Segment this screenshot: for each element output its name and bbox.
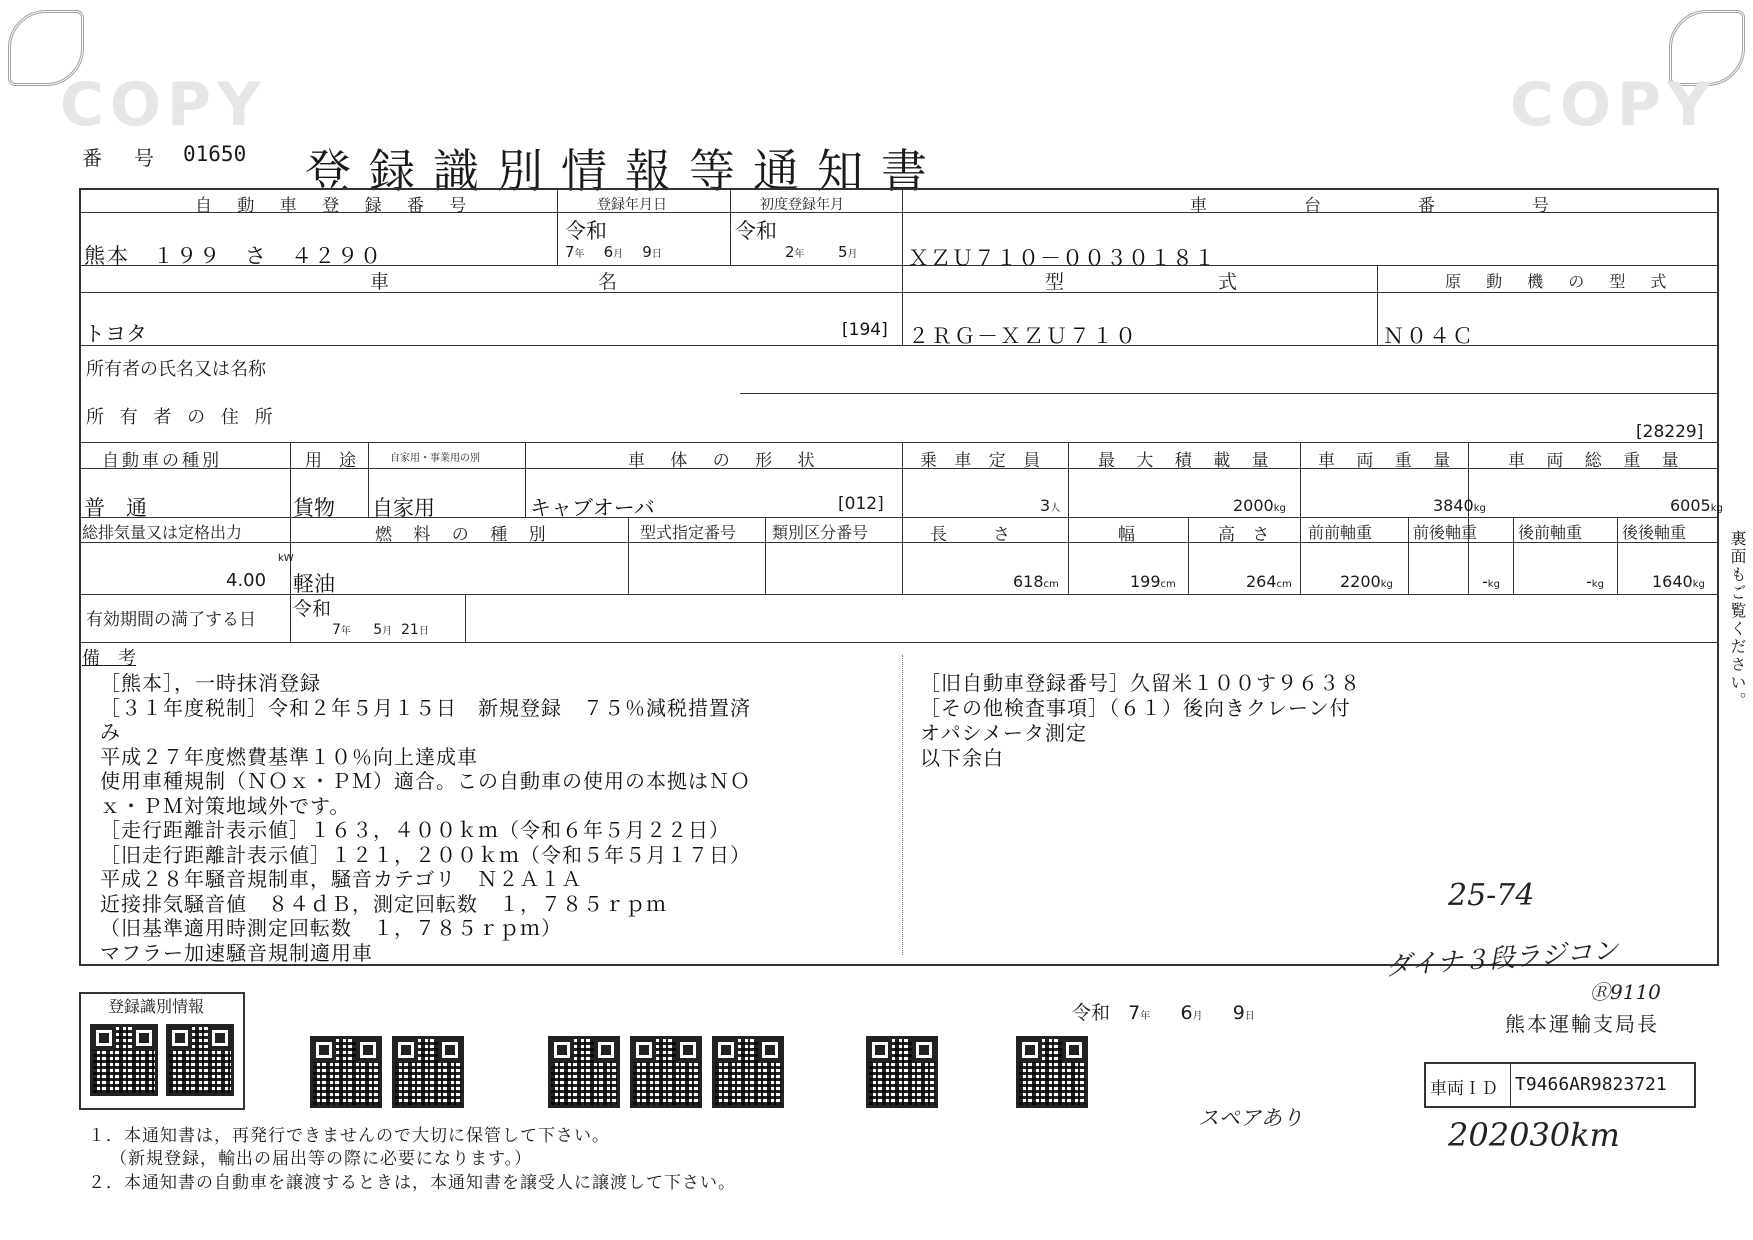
reg-no-label: 自 動 車 登 録 番 号	[195, 196, 477, 216]
width-label: 幅	[1118, 525, 1135, 545]
handwritten-code: 25-74	[1448, 878, 1535, 913]
rule	[1617, 517, 1618, 594]
height: 264cm	[1246, 572, 1292, 591]
category-label: 類別区分番号	[772, 523, 869, 542]
rule	[730, 188, 731, 265]
qr-code	[630, 1036, 702, 1108]
max-load: 2000kg	[1233, 496, 1286, 515]
rule	[1513, 517, 1514, 594]
remark-line: ［熊本］，一時抹消登録	[100, 671, 321, 695]
expiry-date: 7年 5月 21日	[332, 622, 429, 638]
owner-address-label: 所 有 者 の 住 所	[86, 407, 278, 428]
remark-line: み	[100, 720, 121, 744]
reg-date-label: 登録年月日	[597, 197, 667, 213]
rule	[628, 517, 629, 594]
rule	[465, 594, 466, 642]
fr-axle: -kg	[1482, 572, 1500, 591]
use-label: 用 途	[305, 451, 356, 471]
private-use: 自家用	[372, 496, 435, 520]
page-title: 登録識別情報等通知書	[305, 144, 945, 198]
height-label: 高 さ	[1218, 525, 1276, 545]
width: 199cm	[1130, 572, 1176, 591]
remark-line: ［３１年度税制］令和２年５月１５日 新規登録 ７５％減税措置済	[100, 695, 751, 720]
rule	[1068, 442, 1069, 594]
displacement-label: 総排気量又は定格出力	[82, 523, 243, 542]
remark-line: 近接排気騒音値 ８４ｄＢ，測定回転数 １，７８５ｒｐｍ	[100, 891, 667, 916]
vehicle-type-label: 自動車の種別	[102, 451, 222, 471]
rule	[525, 442, 526, 517]
rule	[1300, 442, 1301, 594]
expiry-label: 有効期間の満了する日	[86, 610, 256, 630]
rule	[1468, 442, 1469, 594]
max-load-label: 最 大 積 載 量	[1098, 451, 1277, 471]
rule	[79, 642, 1719, 643]
handwritten-mark: Ⓡ9110	[1590, 980, 1661, 1004]
remarks-left	[100, 667, 900, 965]
designation-label: 型式指定番号	[640, 523, 737, 542]
qr-code	[712, 1036, 784, 1108]
doc-number-label: 番 号	[82, 146, 160, 170]
engine-model: Ｎ０４Ｃ	[1383, 324, 1475, 348]
side-note: 裏面もご覧ください。	[1728, 530, 1747, 710]
gross-weight: 6005kg	[1670, 496, 1723, 515]
remark-line: 平成２８年騒音規制車，騒音カテゴリ Ｎ２Ａ１Ａ	[100, 867, 583, 891]
car-name-label-a: 車	[370, 271, 400, 293]
first-reg-era: 令和	[735, 219, 777, 243]
rule	[1408, 517, 1409, 594]
qr-code	[1016, 1036, 1088, 1108]
model: ２ＲＧ－ＸＺＵ７１０	[908, 324, 1138, 348]
remark-line: ［旧走行距離計表示値］１２１，２００ｋｍ（令和５年５月１７日）	[100, 842, 751, 867]
rule	[290, 594, 291, 642]
capacity-label: 乗 車 定 員	[920, 451, 1047, 471]
owner-name-label: 所有者の氏名又は名称	[86, 359, 266, 380]
engine-label: 原 動 機 の 型 式	[1445, 272, 1677, 291]
car-name-label-b: 名	[598, 271, 628, 293]
rule	[79, 442, 1719, 443]
qr-code	[310, 1036, 382, 1108]
fr-axle-label: 前後軸重	[1413, 523, 1478, 542]
rule	[902, 655, 903, 955]
rule	[368, 442, 369, 517]
remark-line: ［走行距離計表示値］１６３，４００ｋｍ（令和６年５月２２日）	[100, 818, 730, 842]
rule	[1377, 265, 1378, 345]
remark-line: マフラー加速騒音規制適用車	[100, 940, 373, 965]
first-reg-date: 2年 5月	[785, 243, 858, 261]
vehicle-id: T9466AR9823721	[1515, 1074, 1667, 1095]
qr-code	[166, 1024, 234, 1096]
remark-line: オパシメータ測定	[920, 721, 1087, 745]
remark-line: 使用車種規制（ＮＯｘ・ＰＭ）適合。この自動車の使用の本拠はＮＯ	[100, 769, 751, 793]
body-code: [012]	[838, 494, 884, 514]
length-label: 長 さ	[930, 525, 1014, 545]
issuer: 熊本運輸支局長	[1505, 1012, 1659, 1036]
remark-line: （旧基準適用時測定回転数 １，７８５ｒｐｍ）	[100, 916, 562, 940]
remark-line: 平成２７年度燃費基準１０％向上達成車	[100, 744, 478, 769]
vehicle-id-label: 車両ＩＤ	[1430, 1079, 1498, 1099]
gross-weight-label: 車 両 総 重 量	[1508, 451, 1687, 471]
rf-axle-label: 後前軸重	[1518, 523, 1583, 542]
chassis-number: ＸＺＵ７１０－００３０１８１	[908, 246, 1216, 270]
rule	[290, 442, 291, 517]
chassis-label: 車 台 番 号	[1190, 196, 1589, 216]
kw-unit: kW	[278, 553, 294, 564]
remarks-label: 備 考	[82, 648, 136, 669]
rr-axle-label: 後後軸重	[1622, 523, 1687, 542]
handwritten-spare: スペアあり	[1198, 1106, 1303, 1130]
remark-line: 以下余白	[920, 746, 1004, 770]
reg-date-era: 令和	[565, 219, 607, 243]
car-name: トヨタ	[84, 322, 147, 346]
footer-note-2: （新規登録，輸出の届出等の際に必要になります。）	[110, 1149, 533, 1169]
owner-code: [28229]	[1636, 422, 1704, 442]
reg-date: 7年 6月 9日	[565, 243, 662, 261]
vehicle-type: 普 通	[84, 496, 147, 520]
car-name-code: [194]	[842, 320, 888, 340]
displacement: 4.00	[226, 570, 267, 591]
rule	[1510, 1062, 1511, 1108]
body-label: 車 体 の 形 状	[628, 451, 825, 471]
handwritten-vehicle: ダイナ３段ラジコン	[1384, 935, 1620, 983]
rule	[902, 265, 903, 345]
private-label: 自家用・事業用の別	[390, 453, 480, 464]
rf-axle: -kg	[1586, 572, 1604, 591]
weight-label: 車 両 重 量	[1318, 451, 1459, 471]
footer-note-1: １．本通知書は，再発行できませんので大切に保管して下さい。	[88, 1126, 610, 1146]
model-label-a: 型	[1045, 271, 1075, 293]
ff-axle-label: 前前軸重	[1308, 523, 1373, 542]
vehicle-weight: 3840kg	[1433, 496, 1486, 515]
body-shape: キャブオーバ	[530, 496, 655, 520]
handwritten-km: 202030km	[1448, 1116, 1620, 1154]
qr-code	[90, 1024, 158, 1096]
remark-line: ｘ・ＰＭ対策地域外です。	[100, 793, 351, 818]
issue-date: 令和 7年 6月 9日	[1072, 1002, 1255, 1024]
qr-code	[866, 1036, 938, 1108]
remark-line: ［旧自動車登録番号］久留米１００す９６３８	[920, 671, 1361, 695]
doc-number: 01650	[183, 142, 247, 166]
remarks-right	[920, 667, 1700, 770]
rule	[902, 442, 903, 594]
fuel-type: 軽油	[293, 572, 335, 596]
footer-note-3: ２．本通知書の自動車を譲渡するときは，本通知書を譲受人に譲渡して下さい。	[88, 1173, 736, 1193]
rule	[740, 393, 1719, 394]
copy-watermark-right: COPY	[1510, 70, 1717, 140]
rule	[79, 292, 1719, 293]
fuel-label: 燃 料 の 種 別	[375, 525, 554, 545]
qr-code	[392, 1036, 464, 1108]
registration-number: 熊本 １９９ さ ４２９０	[84, 244, 383, 268]
capacity: 3人	[1040, 496, 1061, 515]
reg-info-label: 登録識別情報	[108, 997, 205, 1016]
rr-axle: 1640kg	[1652, 572, 1705, 591]
rule	[557, 188, 558, 265]
qr-code	[548, 1036, 620, 1108]
rule	[765, 517, 766, 594]
rule	[1188, 517, 1189, 594]
first-reg-label: 初度登録年月	[760, 197, 844, 213]
ff-axle: 2200kg	[1340, 572, 1393, 591]
copy-watermark-left: COPY	[60, 70, 267, 140]
use: 貨物	[293, 496, 335, 520]
expiry-era: 令和	[293, 598, 332, 620]
remark-line: ［その他検査事項］（６１）後向きクレーン付	[920, 696, 1351, 720]
model-label-b: 式	[1218, 271, 1248, 293]
length: 618cm	[1013, 572, 1059, 591]
